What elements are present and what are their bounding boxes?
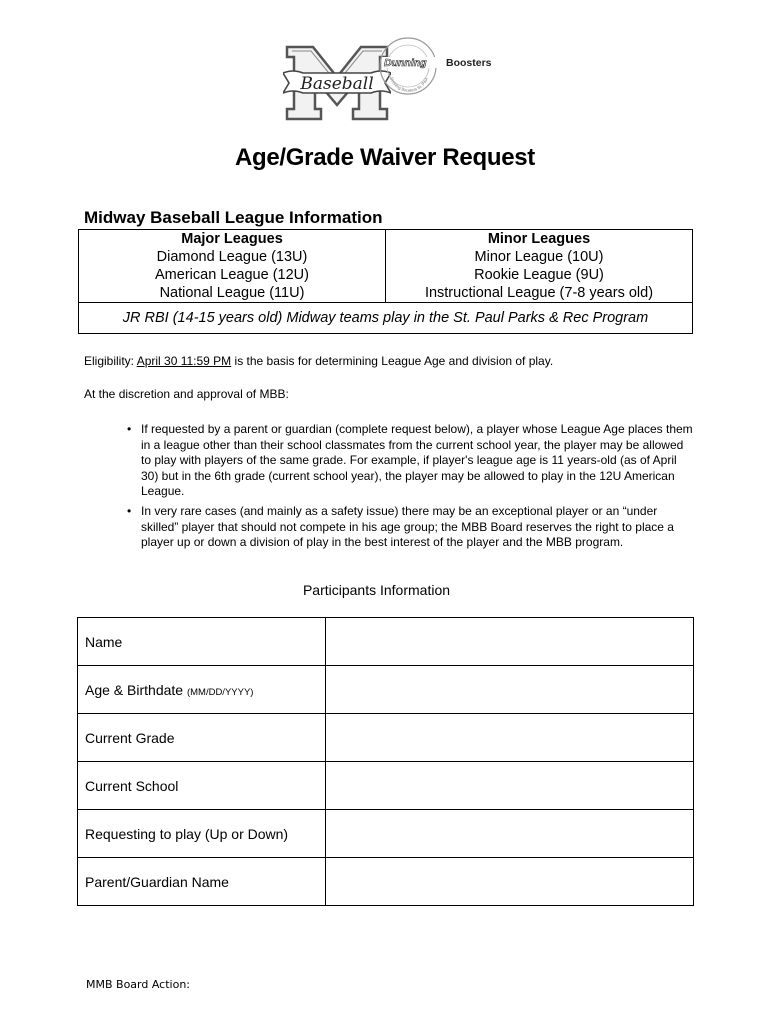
current-grade-field[interactable]	[326, 714, 694, 762]
bullet-icon: •	[127, 504, 132, 518]
table-row	[78, 858, 694, 906]
logo-dunning-text: Dunning	[384, 57, 427, 69]
jr-rbi-note: JR RBI (14-15 years old) Midway teams play in the St. Paul Parks & Rec Program	[79, 303, 693, 334]
requesting-label: Requesting to play (Up or Down)	[78, 810, 326, 858]
eligibility-suffix: is the basis for determining League Age and division of play.	[234, 354, 554, 368]
table-row	[78, 762, 694, 810]
list-item	[124, 504, 694, 551]
minor-league-cell: Instructional League (7-8 years old)	[386, 284, 693, 303]
bullet-icon: •	[127, 422, 132, 436]
minor-league-cell: Minor League (10U)	[386, 248, 693, 266]
logo-boosters-text: Boosters	[446, 57, 492, 69]
age-format-hint: (MM/DD/YYYY)	[186, 686, 254, 698]
participants-heading: Participants Information	[302, 582, 451, 598]
age-birthdate-field[interactable]	[326, 666, 694, 714]
name-label: Name	[78, 618, 326, 666]
league-info-heading: Midway Baseball League Information	[84, 208, 383, 227]
table-row	[78, 618, 694, 666]
table-row	[78, 666, 694, 714]
major-league-cell: National League (11U)	[79, 284, 386, 303]
minor-league-cell: Rookie League (9U)	[386, 266, 693, 284]
board-action-label: MMB Board Action:	[86, 978, 191, 991]
major-leagues-header: Major Leagues	[79, 230, 386, 249]
parent-guardian-field[interactable]	[326, 858, 694, 906]
list-item	[124, 422, 694, 500]
bullet-list	[124, 504, 694, 551]
eligibility-line	[84, 354, 553, 368]
current-school-label: Current School	[78, 762, 326, 810]
midway-baseball-logo	[283, 43, 391, 123]
parent-guardian-label: Parent/Guardian Name	[78, 858, 326, 906]
current-school-field[interactable]	[326, 762, 694, 810]
name-field[interactable]	[326, 618, 694, 666]
current-grade-label: Current Grade	[78, 714, 326, 762]
major-league-cell: American League (12U)	[79, 266, 386, 284]
eligibility-date: April 30 11:59 PM	[136, 354, 232, 368]
age-birthdate-label	[78, 666, 326, 714]
bullet-list	[124, 422, 694, 500]
participants-form-table	[77, 617, 694, 906]
major-league-cell: Diamond League (13U)	[79, 248, 386, 266]
page-title: Age/Grade Waiver Request	[234, 144, 535, 171]
discretion-line: At the discretion and approval of MBB:	[84, 387, 289, 401]
logo-circle-text: Dunning Boosters St. Paul	[389, 76, 429, 93]
logo-baseball-text: Baseball	[300, 74, 374, 94]
bullet-text: If requested by a parent or guardian (complete request below), a player whose League Age places them in a league other than their school classmates from the current school year, the player may be allowed to play with players of the same grade. For example, if player's league age is 11 years-old (as of April 30) but in the 6th grade (current school year), the player may be allowed to play in the 12U American League.	[141, 422, 693, 498]
dunning-boosters-logo	[378, 26, 518, 104]
age-label-text: Age & Birthdate	[85, 681, 184, 698]
bullet-text: In very rare cases (and mainly as a safety issue) there may be an exceptional player or an “under skilled” player that should not compete in his age group; the MBB Board reserves the right to place a player up or down a division of play in the best interest of the player and the MBB program.	[141, 504, 674, 549]
minor-leagues-header: Minor Leagues	[386, 230, 693, 249]
eligibility-prefix: Eligibility:	[84, 354, 135, 368]
league-info-table	[78, 229, 693, 334]
table-row	[78, 714, 694, 762]
table-row	[78, 810, 694, 858]
requesting-field[interactable]	[326, 810, 694, 858]
